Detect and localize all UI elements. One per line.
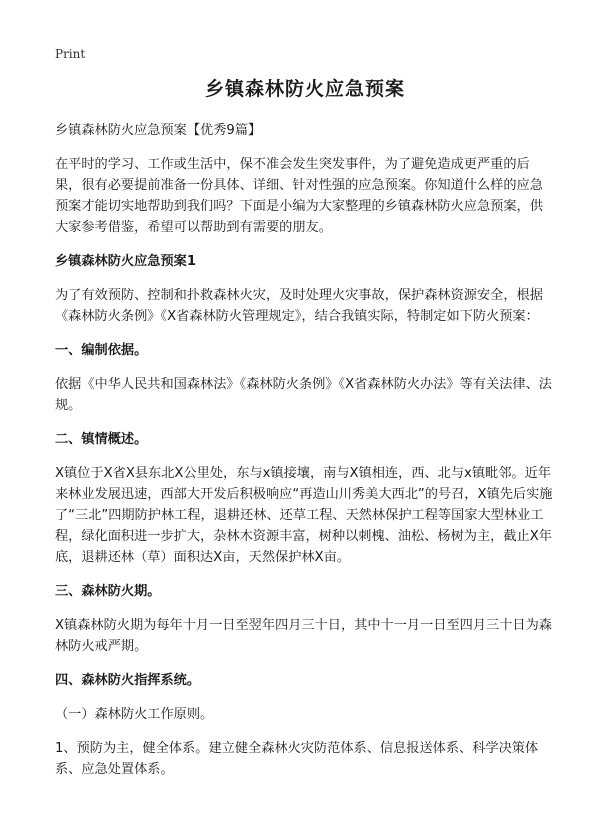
overview-paragraph: X镇位于X省X县东北X公里处，东与x镇接壤，南与X镇相连，西、北与x镇毗邻。近年来林业发展迅速，西部大开发后积极响应“再造山川秀美大西北”的号召，X镇先后实施了“三北”四期防护林工程，退耕还林、还草工程、天然林保护工程等国家大型林业工程，绿化面积进一步扩大，杂林木资源丰富，树种以刺槐、油松、杨树为主，截止X年底，退耕还林（草）面积达X亩，天然保护林X亩。 — [55, 466, 553, 565]
command-system-heading: 四、森林防火指挥系统。 — [55, 673, 201, 688]
basis-paragraph: 依据《中华人民共和国森林法》《森林防火条例》《X省森林防火办法》等有关法律、法规。 — [55, 377, 552, 413]
basis-heading: 一、编制依据。 — [55, 343, 148, 358]
print-label: Print — [55, 47, 86, 61]
fire-period-heading: 三、森林防火期。 — [55, 584, 161, 599]
fire-period-paragraph: X镇森林防火期为每年十月一日至翌年四月三十日，其中十一月一日至四月三十日为森林防火戒严期。 — [55, 618, 552, 654]
overview-heading: 二、镇情概述。 — [55, 432, 148, 447]
principle1-paragraph: 1、预防为主，健全体系。建立健全森林火灾防范体系、信息报送体系、科学决策体系、应急处置体系。 — [55, 741, 539, 777]
document-subtitle: 乡镇森林防火应急预案【优秀9篇】 — [55, 123, 262, 138]
principles-subheading: （一）森林防火工作原则。 — [55, 707, 214, 722]
section1-heading: 乡镇森林防火应急预案1 — [55, 254, 197, 269]
intro-paragraph: 在平时的学习、工作或生活中，保不准会发生突发事件，为了避免造成更严重的后果，很有必要提前准备一份具体、详细、针对性强的应急预案。你知道什么样的应急预案才能切实地帮助到我们吗？下面是小编为大家整理的乡镇森林防火应急预案，供大家参考借鉴，希望可以帮助到有需要的朋友。 — [55, 157, 543, 235]
section1-intro-paragraph: 为了有效预防、控制和扑救森林火灾，及时处理火灾事故，保护森林资源安全，根据《森林防火条例》《X省森林防火管理规定》，结合我镇实际，特制定如下防火预案： — [55, 288, 543, 324]
document-title: 乡镇森林防火应急预案 — [204, 78, 405, 100]
document-page — [55, 46, 555, 793]
